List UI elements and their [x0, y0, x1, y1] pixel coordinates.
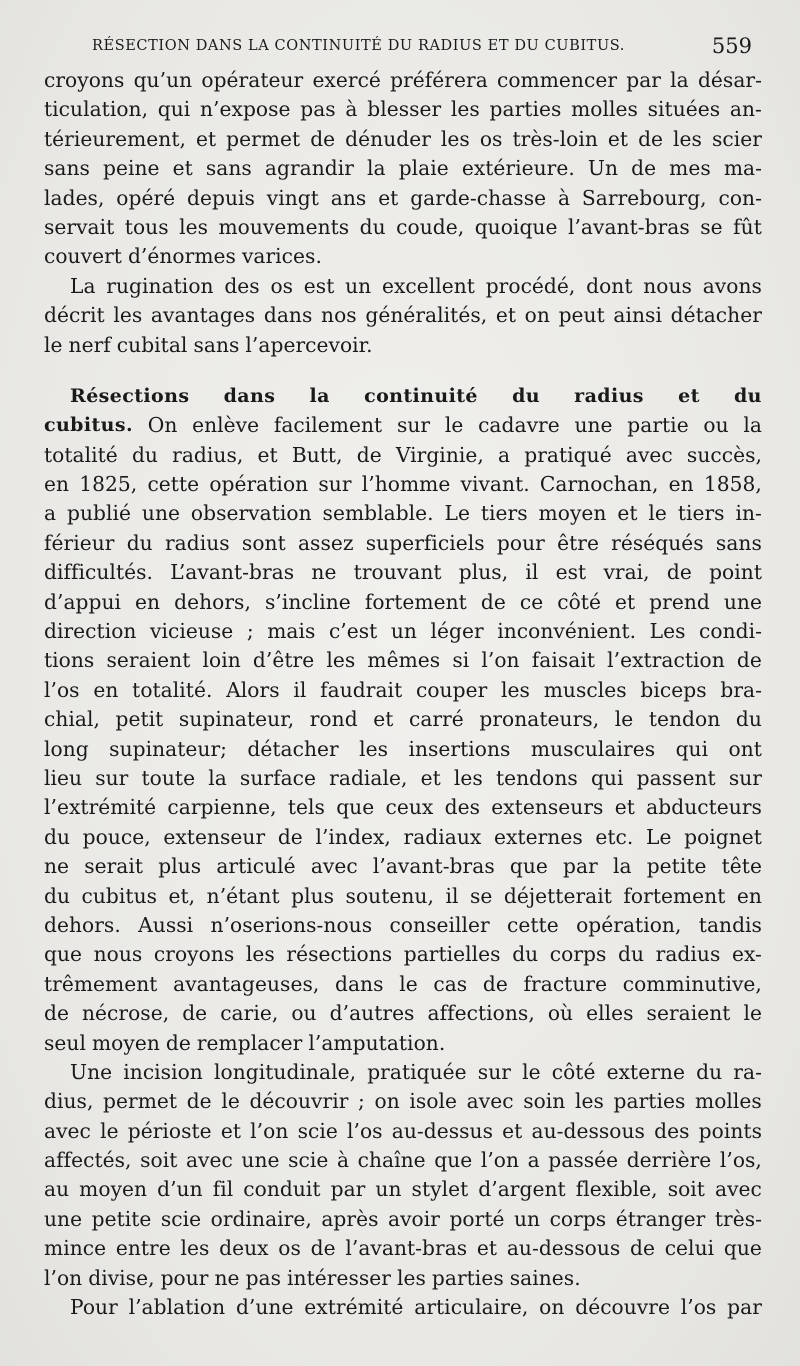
text-line: dehors. Aussi n’oserions-nous conseiller cette opération, tandis	[44, 912, 762, 937]
text-line: long supinateur; détacher les insertions musculaires qui ont	[44, 736, 762, 761]
text-line: Pour l’ablation d’une extrémité articulaire, on découvre l’os par	[70, 1295, 762, 1320]
text-line: mince entre les deux os de l’avant-bras et au-dessous de celui que	[44, 1236, 762, 1261]
text-line: l’on divise, pour ne pas intéresser les parties saines.	[44, 1265, 581, 1290]
text-line: trêmement avantageuses, dans le cas de fracture comminutive,	[44, 971, 762, 996]
text-line: seul moyen de remplacer l’amputation.	[44, 1030, 446, 1055]
text-line: au moyen d’un fil conduit par un stylet d’argent flexible, soit avec	[44, 1177, 762, 1202]
text-line: térieurement, et permet de dénuder les os très-loin et de les scier	[44, 126, 762, 151]
text-line: dius, permet de le découvrir ; on isole avec soin les parties molles	[44, 1089, 762, 1114]
text-line: a publié une observation semblable. Le tiers moyen et le tiers in-	[44, 501, 762, 526]
text-line: affectés, soit avec une scie à chaîne que l’on a passée derrière l’os,	[44, 1148, 762, 1173]
text-line: que nous croyons les résections partielles du corps du radius ex-	[44, 942, 762, 967]
text-line: ne serait plus articulé avec l’avant-bras que par la petite tête	[44, 854, 762, 879]
text-line: d’appui en dehors, s’incline fortement de ce côté et prend une	[44, 589, 762, 614]
text-line: Résections dans la continuité du radius et du	[70, 384, 762, 407]
text-line: l’extrémité carpienne, tels que ceux des extenseurs et abducteurs	[44, 795, 762, 820]
paragraph	[44, 1293, 762, 1322]
text-line: avec le périoste et l’on scie l’os au-dessus et au-dessous des points	[44, 1118, 762, 1143]
text-line: direction vicieuse ; mais c’est un léger inconvénient. Les condi-	[44, 619, 762, 644]
body-text	[44, 66, 762, 1322]
text-line: de nécrose, de carie, ou d’autres affections, où elles seraient le	[44, 1001, 762, 1026]
paragraph	[44, 66, 762, 272]
page-number: 559	[711, 34, 752, 58]
text-line: cubitus. On enlève facilement sur le cadavre une partie ou la	[44, 413, 762, 438]
paragraph	[44, 272, 762, 360]
text-line: tions seraient loin d’être les mêmes si l’on faisait l’extraction de	[44, 648, 762, 673]
text-line: La rugination des os est un excellent procédé, dont nous avons	[70, 273, 762, 298]
text-line: du cubitus et, n’étant plus soutenu, il se déjetterait fortement en	[44, 883, 762, 908]
text-line: difficultés. L’avant-bras ne trouvant plus, il est vrai, de point	[44, 560, 762, 585]
text-line: ticulation, qui n’expose pas à blesser les parties molles situées an-	[44, 97, 762, 122]
text-line: une petite scie ordinaire, après avoir porté un corps étranger très-	[44, 1206, 762, 1231]
running-header	[92, 34, 752, 60]
text-line: chial, petit supinateur, rond et carré pronateurs, le tendon du	[44, 707, 762, 732]
section-gap	[44, 360, 762, 382]
text-line: en 1825, cette opération sur l’homme vivant. Carnochan, en 1858,	[44, 472, 762, 497]
text-line: couvert d’énormes varices.	[44, 244, 322, 269]
text-line: le nerf cubital sans l’apercevoir.	[44, 332, 373, 357]
text-line: croyons qu’un opérateur exercé préférera commencer par la désar-	[44, 68, 762, 92]
text-line: servait tous les mouvements du coude, quoique l’avant-bras se fût	[44, 214, 762, 239]
text-line: férieur du radius sont assez superficiels pour être réséqués sans	[44, 530, 762, 555]
text-line: sans peine et sans agrandir la plaie extérieure. Un de mes ma-	[44, 156, 762, 181]
paragraph	[44, 1058, 762, 1293]
text-line: totalité du radius, et Butt, de Virginie, a pratiqué avec succès,	[44, 442, 762, 467]
text-line: lades, opéré depuis vingt ans et garde-chasse à Sarrebourg, con-	[44, 185, 762, 210]
paragraph	[44, 382, 762, 1058]
text-line: décrit les avantages dans nos généralités, et on peut ainsi détacher	[44, 303, 762, 328]
running-title: RÉSECTION DANS LA CONTINUITÉ DU RADIUS ET DU CUBITUS.	[92, 38, 625, 54]
text-line: l’os en totalité. Alors il faudrait couper les muscles biceps bra-	[44, 677, 762, 702]
text-line: Une incision longitudinale, pratiquée sur le côté externe du ra-	[70, 1059, 762, 1084]
text-line: du pouce, extenseur de l’index, radiaux externes etc. Le poignet	[44, 824, 762, 849]
text-line: lieu sur toute la surface radiale, et les tendons qui passent sur	[44, 765, 762, 790]
